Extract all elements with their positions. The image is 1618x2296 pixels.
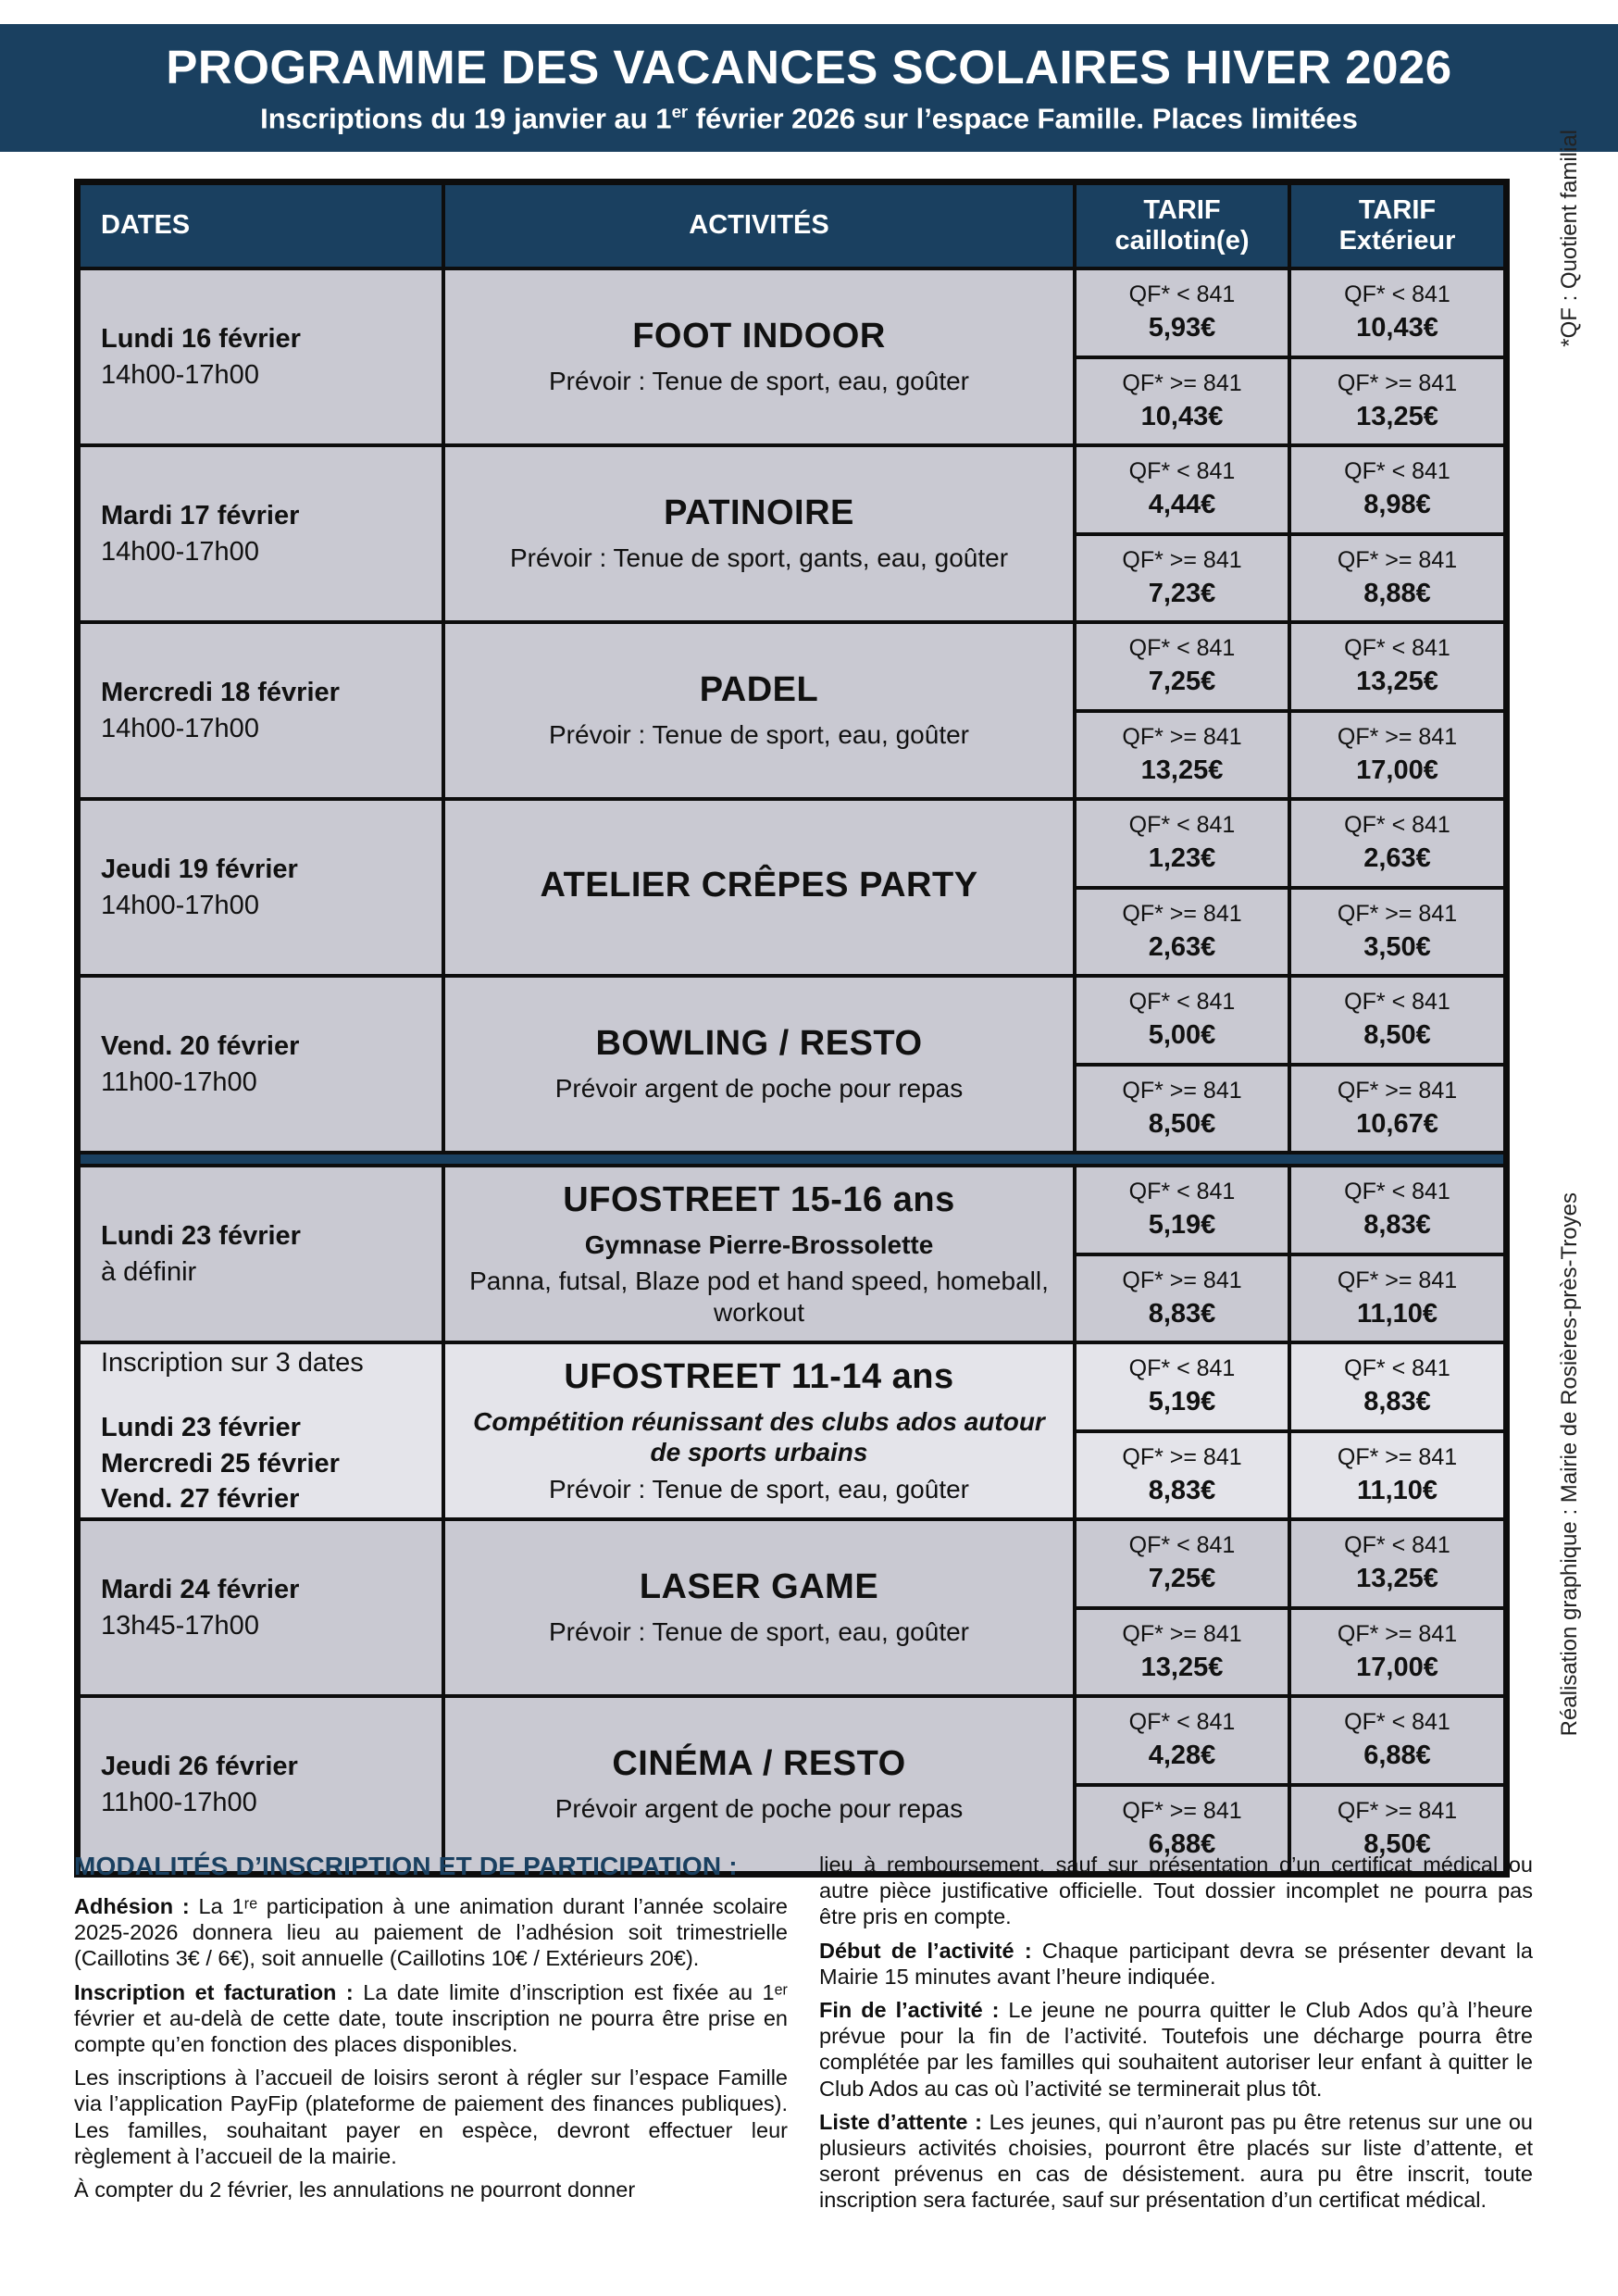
tarif-caillotin-cell — [1073, 978, 1288, 1151]
qf-low-block — [1291, 1521, 1503, 1610]
qf-high-block — [1077, 1256, 1288, 1341]
date-line: 11h00-17h00 — [101, 1067, 257, 1097]
date-line: Mardi 17 février — [101, 501, 300, 531]
modalites-paragraph — [74, 2065, 788, 2169]
qf-low-block — [1077, 624, 1288, 713]
qf-low-block — [1291, 624, 1503, 713]
qf-high-price: 3,50€ — [1363, 931, 1431, 962]
subtitle-text-start: Inscriptions du 19 janvier au 1 — [260, 102, 672, 135]
qf-low-price: 8,83€ — [1363, 1387, 1431, 1417]
activity-detail: Prévoir argent de poche pour repas — [554, 1074, 964, 1104]
date-line: Lundi 23 février — [101, 1221, 301, 1252]
qf-high-block — [1077, 359, 1288, 444]
date-cell — [81, 1344, 442, 1517]
qf-low-price: 13,25€ — [1356, 667, 1438, 697]
page-title: PROGRAMME DES VACANCES SCOLAIRES HIVER 2026 — [166, 41, 1452, 94]
activity-cell — [442, 801, 1073, 974]
qf-low-label: QF* < 841 — [1344, 989, 1450, 1016]
activity-detail: Gymnase Pierre-Brossolette — [584, 1229, 934, 1259]
qf-high-block — [1077, 1433, 1288, 1518]
qf-low-label: QF* < 841 — [1128, 1179, 1236, 1205]
qf-low-price: 4,44€ — [1148, 490, 1216, 520]
activity-title: PADEL — [699, 670, 819, 710]
qf-low-label: QF* < 841 — [1128, 812, 1236, 839]
date-cell — [81, 447, 442, 620]
paragraph-text: lieu à remboursement, sauf sur présentation d’un certificat médical ou autre pièce justificative officielle. Tout dossier incomplet ne pourra pas être pris en compte. — [819, 1853, 1533, 1929]
qf-low-label: QF* < 841 — [1344, 635, 1450, 662]
qf-high-block — [1291, 1610, 1503, 1695]
paragraph-text: Les jeunes, qui n’auront pas pu être retenus sur une ou plusieurs activités choisies, pourront être placés sur liste d’attente, et seront prévenus en cas de désistement. aura pu être inscrit, toute inscription sera facturée, sauf sur présentation d’un certificat médical. — [819, 2109, 1533, 2213]
program-table — [74, 179, 1510, 1878]
table-header-row — [81, 185, 1503, 267]
activity-detail: Prévoir : Tenue de sport, eau, goûter — [549, 1617, 969, 1647]
activity-detail: Compétition réunissant des clubs ados autour de sports urbains — [473, 1406, 1045, 1467]
modalites-paragraph — [74, 1893, 788, 1972]
activity-cell — [442, 978, 1073, 1151]
qf-high-price: 8,50€ — [1363, 1828, 1431, 1859]
qf-low-block — [1291, 801, 1503, 890]
activity-title: LASER GAME — [639, 1567, 879, 1607]
qf-low-price: 2,63€ — [1363, 843, 1431, 874]
qf-high-label: QF* >= 841 — [1122, 1443, 1242, 1470]
qf-high-block — [1291, 536, 1503, 621]
qf-low-block — [1291, 978, 1503, 1067]
qf-high-block — [1291, 890, 1503, 975]
date-line: 13h45-17h00 — [101, 1610, 259, 1641]
col-header-activities: ACTIVITÉS — [442, 185, 1073, 267]
date-line: Lundi 23 février — [101, 1413, 301, 1443]
qf-high-label: QF* >= 841 — [1122, 1620, 1242, 1647]
table-row — [81, 620, 1503, 797]
qf-low-price: 8,98€ — [1363, 490, 1431, 520]
qf-low-block — [1077, 1521, 1288, 1610]
qf-low-block — [1077, 447, 1288, 536]
table-row — [81, 443, 1503, 620]
date-cell — [81, 978, 442, 1151]
tarif-exterieur-cell — [1288, 1698, 1503, 1871]
paragraph-text: À compter du 2 février, les annulations ne pourront donner — [74, 2177, 636, 2202]
qf-low-label: QF* < 841 — [1344, 812, 1450, 839]
qf-high-label: QF* >= 841 — [1337, 1267, 1458, 1293]
activity-cell — [442, 1344, 1073, 1517]
qf-low-label: QF* < 841 — [1128, 989, 1236, 1016]
modalites-section — [74, 1852, 1533, 2220]
col-header-tarif-exterieur-line2: Extérieur — [1338, 226, 1456, 256]
qf-low-label: QF* < 841 — [1344, 281, 1450, 308]
qf-high-block — [1291, 1067, 1503, 1152]
qf-low-block — [1077, 270, 1288, 359]
qf-low-block — [1077, 978, 1288, 1067]
modalites-left-column — [74, 1852, 788, 2220]
activity-title: CINÉMA / RESTO — [612, 1744, 906, 1784]
date-line: Mardi 24 février — [101, 1575, 300, 1605]
date-cell — [81, 1521, 442, 1694]
qf-low-label: QF* < 841 — [1128, 1532, 1236, 1559]
qf-low-block — [1077, 1698, 1288, 1787]
qf-high-price: 17,00€ — [1356, 755, 1438, 785]
table-row — [81, 267, 1503, 443]
qf-high-block — [1291, 1256, 1503, 1341]
col-header-tarif-caillotin-line2: caillotin(e) — [1114, 226, 1250, 256]
qf-high-label: QF* >= 841 — [1337, 369, 1458, 396]
activity-cell — [442, 447, 1073, 620]
qf-high-block — [1291, 1433, 1503, 1518]
activity-detail: Prévoir : Tenue de sport, eau, goûter — [549, 720, 969, 750]
qf-high-price: 7,23€ — [1148, 578, 1216, 608]
date-cell — [81, 270, 442, 443]
tarif-exterieur-cell — [1288, 1167, 1503, 1341]
date-line: à définir — [101, 1256, 197, 1287]
date-line: 14h00-17h00 — [101, 890, 259, 920]
tarif-caillotin-cell — [1073, 1698, 1288, 1871]
qf-high-label: QF* >= 841 — [1337, 1797, 1458, 1824]
qf-low-price: 7,25€ — [1148, 1564, 1216, 1594]
qf-low-label: QF* < 841 — [1344, 1355, 1450, 1382]
qf-high-label: QF* >= 841 — [1122, 1267, 1242, 1293]
paragraph-lead: Fin de l’activité : — [819, 1997, 1000, 2022]
col-header-tarif-caillotin — [1073, 185, 1288, 267]
qf-high-label: QF* >= 841 — [1122, 546, 1242, 573]
qf-high-price: 13,25€ — [1140, 1652, 1224, 1682]
qf-low-price: 10,43€ — [1356, 313, 1438, 343]
qf-high-block — [1077, 1610, 1288, 1695]
tarif-exterieur-cell — [1288, 447, 1503, 620]
paragraph-text: La date limite d’inscription est fixée au 1ᵉʳ février et au-delà de cette date, toute inscription ne pourra être prise en compte qu’en fonction des places disponibles. — [74, 1979, 788, 2056]
modalites-paragraph — [819, 2109, 1533, 2214]
activity-title: PATINOIRE — [664, 493, 854, 533]
qf-high-label: QF* >= 841 — [1337, 1620, 1458, 1647]
qf-low-label: QF* < 841 — [1344, 458, 1450, 485]
qf-low-block — [1291, 1344, 1503, 1433]
qf-low-price: 8,50€ — [1363, 1020, 1431, 1051]
tarif-exterieur-cell — [1288, 624, 1503, 797]
activity-detail: Prévoir : Tenue de sport, gants, eau, goûter — [509, 543, 1009, 573]
date-line: 14h00-17h00 — [101, 713, 259, 743]
date-line: Vend. 27 février — [101, 1483, 300, 1514]
table-rows — [81, 267, 1503, 1871]
qf-low-price: 6,88€ — [1363, 1741, 1431, 1771]
paragraph-lead: Inscription et facturation : — [74, 1979, 354, 2004]
qf-high-label: QF* >= 841 — [1337, 1443, 1458, 1470]
qf-low-price: 1,23€ — [1148, 843, 1216, 874]
date-line: Jeudi 19 février — [101, 855, 298, 885]
qf-high-label: QF* >= 841 — [1122, 369, 1242, 396]
qf-high-block — [1077, 890, 1288, 975]
qf-high-block — [1077, 536, 1288, 621]
qf-low-block — [1291, 447, 1503, 536]
qf-high-price: 10,67€ — [1356, 1108, 1438, 1139]
tarif-exterieur-cell — [1288, 978, 1503, 1151]
activity-cell — [442, 1167, 1073, 1341]
tarif-caillotin-cell — [1073, 1344, 1288, 1517]
qf-low-block — [1291, 1698, 1503, 1787]
qf-low-block — [1077, 1167, 1288, 1256]
qf-high-price: 6,88€ — [1148, 1828, 1216, 1859]
qf-footnote: *QF : Quotient familial — [1557, 130, 1582, 347]
paragraph-lead: Adhésion : — [74, 1894, 190, 1918]
table-row — [81, 1164, 1503, 1341]
tarif-caillotin-cell — [1073, 270, 1288, 443]
date-line: 14h00-17h00 — [101, 359, 259, 390]
paragraph-text: Le jeune ne pourra quitter le Club Ados qu’à l’heure prévue pour la fin de l’activité. Toutefois une décharge pourra être complétée par les familles qui souhaitent autoriser leur enfant à quitter le Club Ados au cas où l’activité se terminerait plus tôt. — [819, 1997, 1533, 2101]
qf-high-price: 13,25€ — [1140, 755, 1224, 785]
section-separator — [81, 1151, 1503, 1164]
tarif-exterieur-cell — [1288, 801, 1503, 974]
page-subtitle — [260, 102, 1358, 135]
qf-high-label: QF* >= 841 — [1122, 1077, 1242, 1104]
col-header-tarif-exterieur-line1: TARIF — [1358, 194, 1437, 225]
col-header-dates: DATES — [101, 210, 191, 241]
activity-detail: Prévoir : Tenue de sport, eau, goûter — [549, 367, 969, 396]
qf-low-label: QF* < 841 — [1128, 635, 1236, 662]
qf-low-price: 4,28€ — [1148, 1741, 1216, 1771]
qf-high-block — [1291, 359, 1503, 444]
qf-high-price: 8,50€ — [1148, 1108, 1216, 1139]
qf-low-label: QF* < 841 — [1344, 1532, 1450, 1559]
date-line: Jeudi 26 février — [101, 1752, 298, 1782]
table-row — [81, 1341, 1503, 1517]
modalites-paragraph — [74, 1979, 788, 2058]
col-header-tarif-caillotin-line1: TARIF — [1143, 194, 1221, 225]
paragraph-lead: Début de l’activité : — [819, 1938, 1032, 1963]
qf-high-label: QF* >= 841 — [1337, 900, 1458, 927]
date-line: 11h00-17h00 — [101, 1787, 257, 1817]
qf-high-price: 2,63€ — [1148, 931, 1216, 962]
table-row — [81, 1694, 1503, 1871]
qf-high-block — [1291, 713, 1503, 798]
date-line: Mercredi 25 février — [101, 1448, 340, 1479]
qf-high-block — [1077, 713, 1288, 798]
date-line: Inscription sur 3 dates — [101, 1347, 364, 1378]
tarif-exterieur-cell — [1288, 1521, 1503, 1694]
qf-high-label: QF* >= 841 — [1337, 1077, 1458, 1104]
qf-low-block — [1291, 1167, 1503, 1256]
activity-cell — [442, 624, 1073, 797]
header-banner — [0, 24, 1618, 152]
qf-high-price: 17,00€ — [1356, 1652, 1438, 1682]
paragraph-lead: Liste d’attente : — [819, 2109, 982, 2134]
modalites-paragraph — [819, 1997, 1533, 2102]
qf-low-block — [1077, 801, 1288, 890]
qf-low-price: 5,19€ — [1148, 1210, 1216, 1241]
qf-low-price: 5,19€ — [1148, 1387, 1216, 1417]
tarif-caillotin-cell — [1073, 1521, 1288, 1694]
qf-low-block — [1291, 270, 1503, 359]
modalites-title: MODALITÉS D’INSCRIPTION ET DE PARTICIPATION : — [74, 1852, 738, 1880]
date-line: 14h00-17h00 — [101, 536, 259, 567]
modalites-right-column — [819, 1852, 1533, 2220]
activity-title: ATELIER CRÊPES PARTY — [540, 866, 978, 905]
modalites-paragraph — [819, 1938, 1533, 1990]
qf-low-price: 5,00€ — [1148, 1020, 1216, 1051]
qf-low-price: 7,25€ — [1148, 667, 1216, 697]
qf-high-block — [1077, 1067, 1288, 1152]
activity-title: FOOT INDOOR — [632, 317, 886, 356]
modalites-left-paragraphs — [74, 1893, 788, 2202]
subtitle-superscript: er — [671, 102, 689, 122]
table-row — [81, 1517, 1503, 1694]
tarif-exterieur-cell — [1288, 1344, 1503, 1517]
qf-high-label: QF* >= 841 — [1122, 900, 1242, 927]
paragraph-text: Les inscriptions à l’accueil de loisirs seront à régler sur l’espace Famille via l’application PayFip (plateforme de paiement des finances publiques). Les familles, souhaitant payer en espèce, devront effectuer leur règlement à l’accueil de la mairie. — [74, 2065, 788, 2168]
activity-cell — [442, 270, 1073, 443]
tarif-caillotin-cell — [1073, 801, 1288, 974]
qf-high-price: 11,10€ — [1356, 1298, 1438, 1329]
qf-high-price: 13,25€ — [1356, 401, 1438, 431]
activity-detail: Prévoir argent de poche pour repas — [554, 1794, 964, 1824]
qf-high-price: 11,10€ — [1356, 1475, 1438, 1505]
activity-title: UFOSTREET 15-16 ans — [563, 1179, 955, 1219]
date-line: Lundi 16 février — [101, 324, 301, 355]
qf-high-label: QF* >= 841 — [1337, 723, 1458, 750]
date-line: Vend. 20 février — [101, 1031, 300, 1062]
paragraph-text: La 1ʳᵉ participation à une animation durant l’année scolaire 2025-2026 donnera lieu au paiement de l’adhésion soit trimestrielle (Caillotins 3€ / 6€), soit annuelle (Caillotins 10€ / Extérieurs 20€). — [74, 1894, 788, 1971]
qf-low-label: QF* < 841 — [1128, 1709, 1236, 1736]
credit-note: Réalisation graphique : Mairie de Rosières-près-Troyes — [1557, 1192, 1582, 1737]
date-cell — [81, 1167, 442, 1341]
activity-detail: Panna, futsal, Blaze pod et hand speed, homeball, workout — [469, 1267, 1049, 1327]
tarif-caillotin-cell — [1073, 624, 1288, 797]
qf-high-price: 8,83€ — [1148, 1475, 1216, 1505]
tarif-exterieur-cell — [1288, 270, 1503, 443]
activity-title: BOWLING / RESTO — [595, 1024, 923, 1064]
date-cell — [81, 1698, 442, 1871]
qf-high-label: QF* >= 841 — [1122, 723, 1242, 750]
qf-high-price: 10,43€ — [1140, 401, 1224, 431]
qf-low-label: QF* < 841 — [1128, 281, 1236, 308]
date-cell — [81, 801, 442, 974]
qf-high-label: QF* >= 841 — [1337, 546, 1458, 573]
qf-low-price: 8,83€ — [1363, 1210, 1431, 1241]
paragraph-text: Chaque participant devra se présenter devant la Mairie 15 minutes avant l’heure indiquée. — [819, 1938, 1533, 1989]
qf-high-price: 8,83€ — [1148, 1298, 1216, 1329]
qf-low-block — [1077, 1344, 1288, 1433]
table-row — [81, 797, 1503, 974]
qf-low-label: QF* < 841 — [1344, 1709, 1450, 1736]
qf-low-price: 5,93€ — [1148, 313, 1216, 343]
activity-cell — [442, 1698, 1073, 1871]
activity-detail: Prévoir : Tenue de sport, eau, goûter — [549, 1474, 969, 1504]
qf-high-price: 8,88€ — [1363, 578, 1431, 608]
activity-cell — [442, 1521, 1073, 1694]
date-cell — [81, 624, 442, 797]
tarif-caillotin-cell — [1073, 1167, 1288, 1341]
modalites-paragraph — [819, 1852, 1533, 1930]
tarif-caillotin-cell — [1073, 447, 1288, 620]
col-header-tarif-exterieur — [1288, 185, 1503, 267]
qf-low-label: QF* < 841 — [1344, 1179, 1450, 1205]
qf-high-label: QF* >= 841 — [1122, 1797, 1242, 1824]
qf-low-label: QF* < 841 — [1128, 458, 1236, 485]
subtitle-text-end: février 2026 sur l’espace Famille. Places limitées — [688, 102, 1358, 135]
table-row — [81, 974, 1503, 1151]
activity-title: UFOSTREET 11-14 ans — [564, 1356, 954, 1396]
qf-low-label: QF* < 841 — [1128, 1355, 1236, 1382]
date-line: Mercredi 18 février — [101, 678, 340, 708]
modalites-paragraph — [74, 2177, 788, 2202]
qf-low-price: 13,25€ — [1356, 1564, 1438, 1594]
